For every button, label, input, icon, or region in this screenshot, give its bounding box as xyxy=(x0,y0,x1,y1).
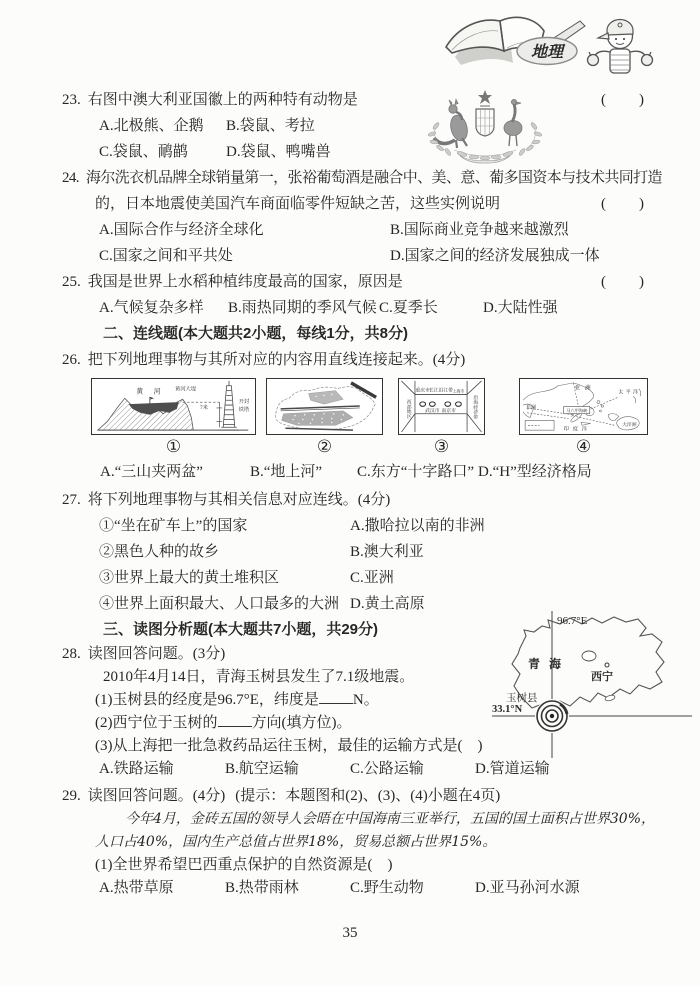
match-row xyxy=(62,513,645,539)
answer-blank xyxy=(319,690,353,704)
question-23-options-row2 xyxy=(62,139,645,165)
figure-yellow-river-crosssection xyxy=(91,378,256,435)
option-a: A.国际合作与经济全球化 xyxy=(99,222,264,238)
answer-blank xyxy=(218,713,252,727)
answer-b: B.“地上河” xyxy=(250,464,323,480)
option-b: B.雨热同期的季风气候 xyxy=(228,300,377,316)
option-d: D.袋鼠、鸭嘴兽 xyxy=(226,144,331,160)
answer-bracket: ( ) xyxy=(601,92,645,108)
question-25-options xyxy=(62,295,645,321)
option-c: C.袋鼠、鸸鹋 xyxy=(99,144,188,160)
match-right-c: C.亚洲 xyxy=(350,570,394,586)
answer-bracket: ( ) xyxy=(601,274,645,290)
question-26-stem xyxy=(62,347,645,373)
answer-a: A.“三山夹两盆” xyxy=(100,464,203,480)
label-height: 7米 xyxy=(200,404,208,411)
match-right-d: D.黄土高原 xyxy=(350,596,425,612)
question-24-stem-line1 xyxy=(62,165,662,191)
sub1-tail: N。 xyxy=(352,692,379,708)
question-number: 24. xyxy=(62,170,79,186)
subject-badge xyxy=(517,38,577,65)
match-left-2: ②黑色人种的故乡 xyxy=(99,544,220,560)
question-29-stem xyxy=(62,785,645,808)
answer-c: C.东方“十字路口” xyxy=(357,464,475,480)
option-a: A.气候复杂多样 xyxy=(99,300,204,316)
question-24-stem-line2 xyxy=(62,191,645,217)
question-26 xyxy=(62,347,645,485)
figure-h-economic-pattern xyxy=(398,378,485,435)
option-d: D.管道运输 xyxy=(475,761,550,777)
question-28-options xyxy=(62,758,645,781)
question-23-options-row1 xyxy=(62,113,645,139)
label-oceania: 大洋洲 xyxy=(622,422,637,428)
map-city-label: 西宁 xyxy=(591,671,613,683)
question-24-options-row2 xyxy=(62,243,645,269)
answer-d: D.“H”型经济格局 xyxy=(478,464,592,480)
label-yangtze-belt: 长江沿江带 xyxy=(428,388,454,394)
sub1-text: (1)玉树县的经度是96.7°E，纬度是 xyxy=(95,692,319,708)
question-25 xyxy=(62,269,645,321)
option-d: D.国家之间的经济发展独成一体 xyxy=(390,248,600,264)
caption-1: ① xyxy=(165,437,182,456)
caption-4: ④ xyxy=(575,437,592,456)
option-b: B.航空运输 xyxy=(225,761,299,777)
question-text: 将下列地理事物与其相关信息对应连线。(4分) xyxy=(87,492,391,508)
option-d: D.亚马孙河水源 xyxy=(475,880,580,896)
option-b: B.袋鼠、考拉 xyxy=(226,118,315,134)
label-huang: 黄 xyxy=(136,388,144,396)
question-number: 27. xyxy=(62,492,81,508)
xining-marker xyxy=(605,663,609,667)
match-right-a: A.撒哈拉以南的非洲 xyxy=(350,518,485,534)
option-c: C.国家之间和平共处 xyxy=(99,248,233,264)
label-nanjing: 南京市 xyxy=(441,408,456,414)
map-province-label: 青海 xyxy=(528,657,571,671)
match-left-4: ④世界上面积最大、人口最多的大洲 xyxy=(99,596,340,612)
question-text: 海尔洗衣机品牌全球销量第一，张裕葡萄酒是融合中、美、意、葡多国资本与技术共同打造 xyxy=(85,170,662,186)
caption-2: ② xyxy=(316,437,333,456)
map-latitude-label: 33.1°N xyxy=(492,704,523,715)
question-text: 把下列地理事物与其所对应的内容用直线连接起来。(4分) xyxy=(87,352,466,368)
label-he: 河 xyxy=(153,388,161,396)
question-hint: (提示：本题图和(2)、(3)、(4)小题在4页) xyxy=(235,788,501,804)
question-28-sub3: (3)从上海把一批急救药品运往玉树，最佳的运输方式是( ) xyxy=(95,738,483,754)
label-indian-ocean: 印度洋 xyxy=(563,426,591,433)
label-chongqing: 重庆市 xyxy=(415,388,430,394)
question-23 xyxy=(62,87,645,165)
option-a: A.热带草原 xyxy=(99,880,174,896)
label-west-region: 西部地区 xyxy=(405,399,411,419)
kangaroo xyxy=(434,100,470,149)
question-24 xyxy=(62,165,662,269)
match-row xyxy=(62,539,645,565)
question-text: 右图中澳大利亚国徽上的两种特有动物是 xyxy=(87,92,358,108)
label-africa: 非洲 xyxy=(525,405,536,411)
question-number: 29. xyxy=(62,788,81,804)
question-24-options-row1 xyxy=(62,217,645,243)
sub2-text: (2)西宁位于玉树的 xyxy=(95,715,218,731)
header-illustration xyxy=(428,3,668,83)
question-number: 23. xyxy=(62,92,81,108)
question-number: 25. xyxy=(62,274,81,290)
question-number: 28. xyxy=(62,646,81,662)
question-number: 26. xyxy=(62,352,81,368)
question-25-stem xyxy=(62,269,645,295)
question-29-paragraph-line1: 今年4月，金砖五国的领导人会晤在中国海南三亚举行，五国的国土面积占世界30%， xyxy=(125,811,656,827)
figure-southeast-asia-crossroads xyxy=(519,378,648,435)
label-kaifeng: 开封 xyxy=(238,399,250,406)
label-levee: 黄河大堤 xyxy=(174,386,197,393)
map-county-label: 玉树县 xyxy=(506,693,538,704)
label-malacca-strait: 马六甲海峡 xyxy=(566,408,588,414)
question-29-options xyxy=(62,877,645,900)
question-29-paragraph-line2: 人口占40%，国内生产总值占世界18%，贸易总额占世界15%。 xyxy=(95,834,497,850)
section-3-header: 三、读图分析题(本大题共7小题，共29分) xyxy=(103,621,379,638)
question-29 xyxy=(62,785,656,900)
question-27-stem xyxy=(62,487,645,513)
match-right-b: B.澳大利亚 xyxy=(350,544,424,560)
student-mascot xyxy=(588,19,653,73)
question-text: 读图回答问题。(4分) xyxy=(87,788,226,804)
question-text: 读图回答问题。(3分) xyxy=(87,646,226,662)
match-left-3: ③世界上最大的黄土堆积区 xyxy=(99,570,280,586)
label-shanghai: 上海市 xyxy=(452,389,465,394)
subject-badge-label: 地理 xyxy=(530,44,564,61)
small-lake xyxy=(605,694,616,701)
commonwealth-star xyxy=(478,90,492,104)
answer-bracket: ( ) xyxy=(601,196,645,212)
label-coastal-belt: 沿海经济带 xyxy=(472,394,478,420)
epicenter-symbol xyxy=(535,699,569,733)
figure-xinjiang-basins xyxy=(266,378,383,435)
map-longitude-label: 96.7°E xyxy=(557,615,588,627)
australia-coat-of-arms xyxy=(424,88,546,164)
page-number: 35 xyxy=(342,925,358,941)
question-text: 的，日本地震使美国汽车商面临零件短缺之苦，这些实例说明 xyxy=(95,196,501,212)
emu xyxy=(504,99,522,146)
option-b: B.国际商业竞争越来越激烈 xyxy=(390,222,569,238)
label-asia: 亚洲 xyxy=(574,385,596,392)
option-a: A.铁路运输 xyxy=(99,761,174,777)
label-wuhan: 武汉市 xyxy=(425,408,440,414)
qinghai-lake xyxy=(582,651,596,661)
option-d: D.大陆性强 xyxy=(483,300,558,316)
caption-3: ③ xyxy=(433,437,450,456)
question-26-answers xyxy=(62,459,645,485)
qinghai-earthquake-map xyxy=(490,586,695,761)
question-23-stem xyxy=(62,87,645,113)
option-b: B.热带雨林 xyxy=(225,880,299,896)
figure-captions xyxy=(91,435,645,459)
question-text: 我国是世界上水稻种植纬度最高的国家，原因是 xyxy=(87,274,403,290)
option-c: C.野生动物 xyxy=(350,880,424,896)
label-pagoda: 铁塔 xyxy=(238,406,250,413)
sub2-tail: 方向(填方位)。 xyxy=(251,715,352,731)
label-pacific: 太平洋 xyxy=(618,390,641,396)
pagoda xyxy=(219,381,238,430)
option-a: A.北极熊、企鹅 xyxy=(99,118,204,134)
question-29-sub1: (1)全世界希望巴西重点保护的自然资源是( ) xyxy=(95,857,393,873)
match-left-1: ①“坐在矿车上”的国家 xyxy=(99,518,248,534)
section-2-header: 二、连线题(本大题共2小题，每线1分，共8分) xyxy=(103,325,409,342)
question-28-intro: 2010年4月14日，青海玉树县发生了7.1级地震。 xyxy=(103,669,415,685)
question-26-figures xyxy=(91,378,645,435)
option-c: C.夏季长 xyxy=(379,300,438,316)
option-c: C.公路运输 xyxy=(350,761,424,777)
